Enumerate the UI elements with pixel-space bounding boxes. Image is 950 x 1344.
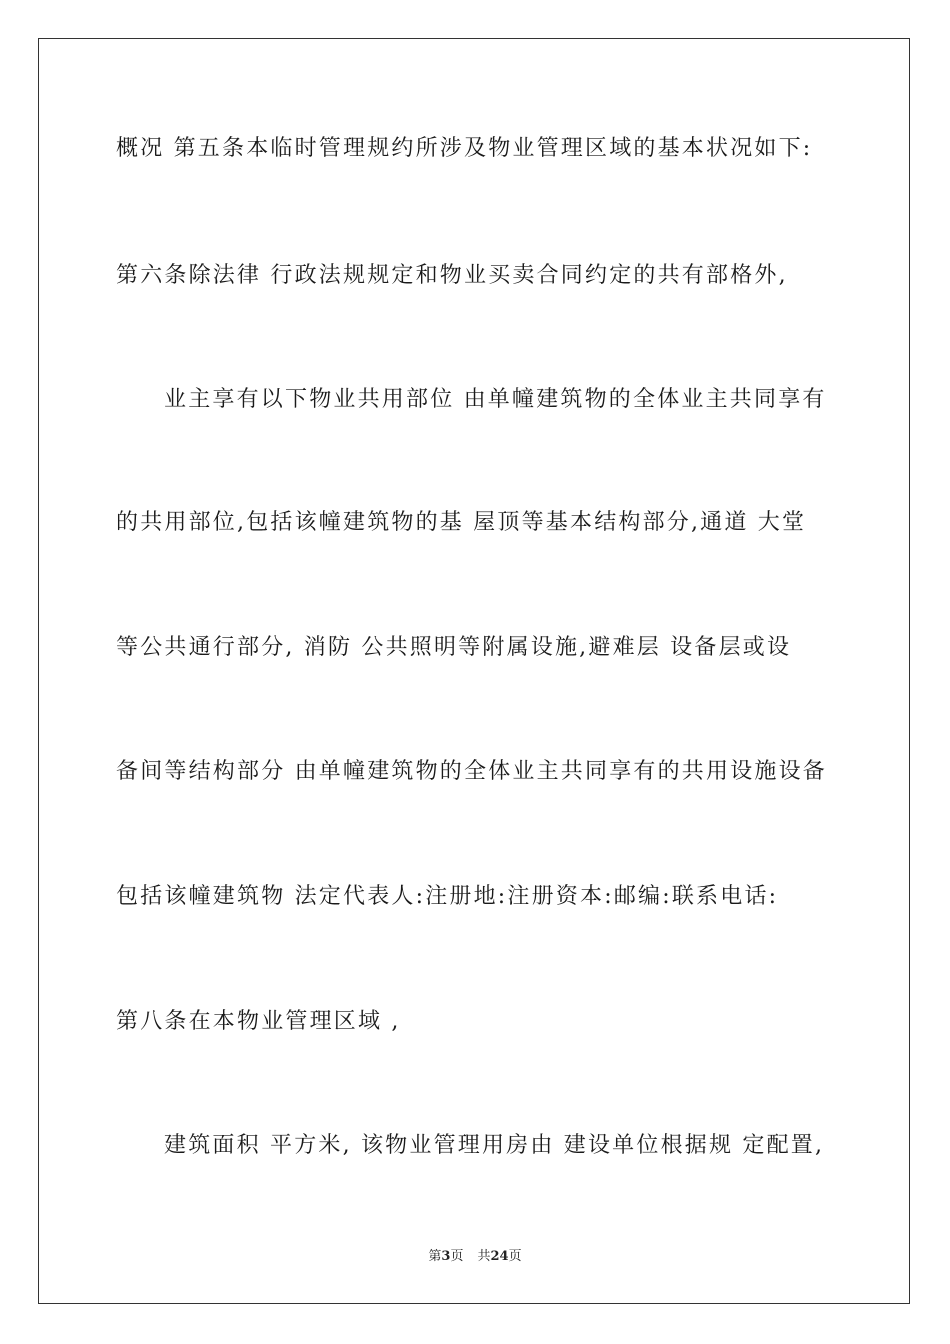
total-pages: 24 (490, 1249, 509, 1264)
body-line-4: 的共用部位,包括该幢建筑物的基 屋顶等基本结构部分,通道 大堂 (116, 510, 807, 535)
body-line-2: 第六条除法律 行政法规规定和物业买卖合同约定的共有部格外, (116, 263, 788, 288)
total-suffix: 页 (508, 1249, 522, 1264)
body-line-3: 业主享有以下物业共用部位 由单幢建筑物的全体业主共同享有 (164, 387, 827, 412)
body-line-1: 概况 第五条本临时管理规约所涉及物业管理区域的基本状况如下: (116, 136, 813, 161)
page-number: 3 (441, 1249, 451, 1264)
page-footer (0, 1248, 950, 1266)
body-line-5: 等公共通行部分, 消防 公共照明等附属设施,避难层 设备层或设 (116, 635, 792, 660)
body-line-7: 包括该幢建筑物 法定代表人:注册地:注册资本:邮编:联系电话: (116, 884, 779, 909)
body-line-9: 建筑面积 平方米, 该物业管理用房由 建设单位根据规 定配置, (164, 1133, 825, 1158)
body-line-8: 第八条在本物业管理区域 , (116, 1009, 401, 1034)
total-prefix: 共 (477, 1249, 491, 1264)
page-prefix: 第 (428, 1249, 442, 1264)
page-border (38, 38, 910, 1304)
body-line-6: 备间等结构部分 由单幢建筑物的全体业主共同享有的共用设施设备 (116, 759, 827, 784)
page-suffix: 页 (450, 1249, 464, 1264)
